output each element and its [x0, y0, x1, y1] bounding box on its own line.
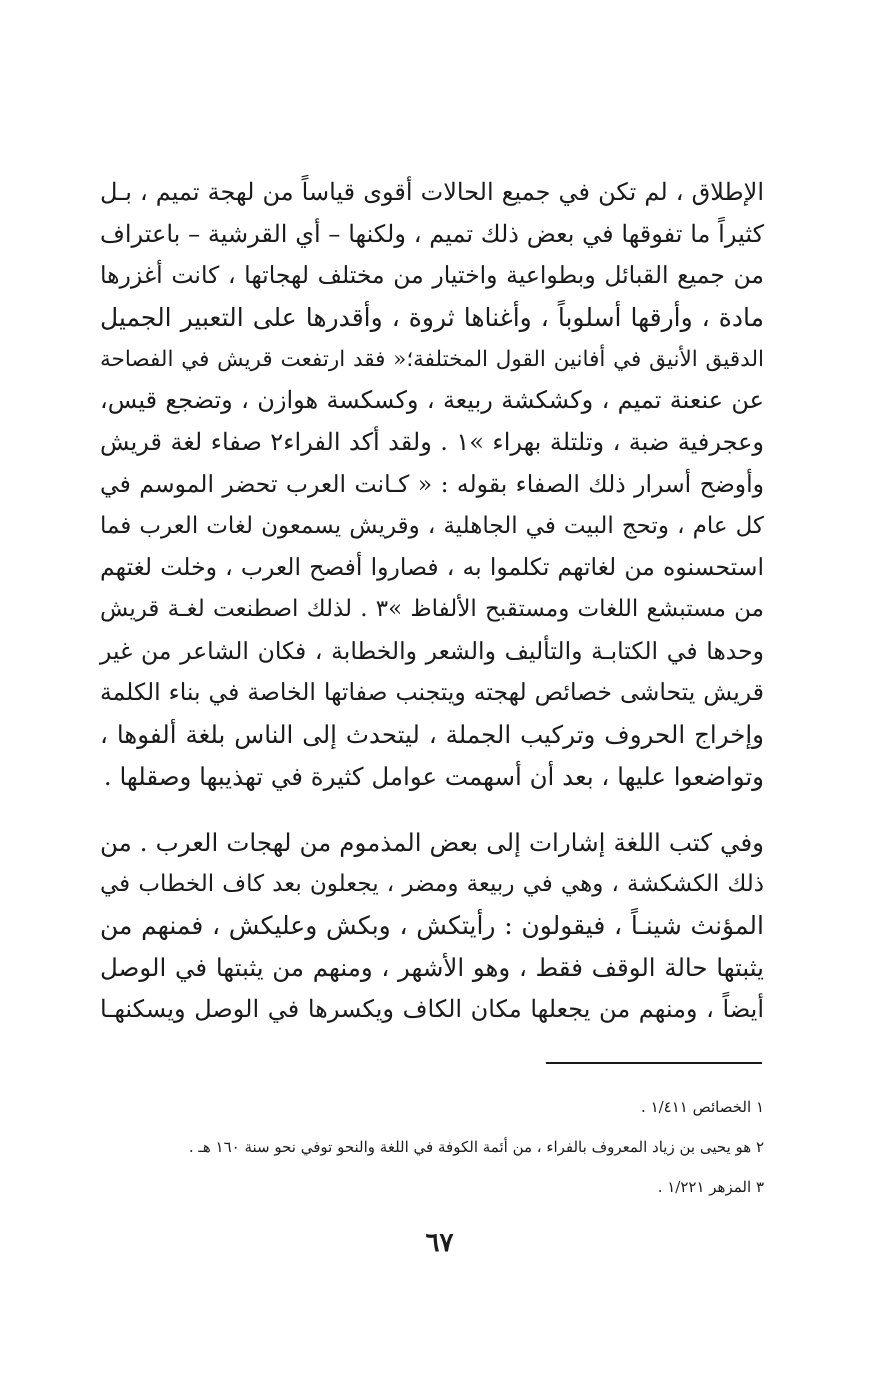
- text-line: يثبتها حالة الوقف فقط ، وهو الأشهر ، ومنهم من يثبتها في الوصل: [100, 953, 764, 983]
- text-line: وتواضعوا عليها ، بعد أن أسهمت عوامل كثيرة في تهذيبها وصقلها .: [103, 761, 764, 791]
- footnote-3: ٣ المزهر ١/٢٢١ .: [657, 1178, 764, 1196]
- text-line: وفي كتب اللغة إشارات إلى بعض المذموم من لهجات العرب . من: [100, 828, 764, 857]
- footnotes: [100, 1092, 764, 1212]
- paragraph-2: [100, 822, 764, 1030]
- text-line: وحدها في الكتابـة والتأليف والشعر والخطابة ، فكان الشاعر من غير: [100, 636, 764, 665]
- footnote-1: ١ الخصائص ١/٤١١ .: [641, 1098, 764, 1116]
- text-line: من مستبشع اللغات ومستقبح الألفاظ »٣ . لذلك اصطنعت لغـة قريش: [100, 595, 764, 622]
- page-number: ٦٧: [425, 1228, 454, 1258]
- text-line: كل عام ، وتحج البيت في الجاهلية ، وقريش يسمعون لغات العرب فما: [100, 512, 764, 539]
- text-line: استحسنوه من لغاتهم تكلموا به ، فصاروا أفصح العرب ، وخلت لغتهم: [100, 553, 764, 582]
- text-line: أيضاً ، ومنهم من يجعلها مكان الكاف ويكسرها في الوصل ويسكنهـا: [100, 994, 764, 1023]
- text-line: من جميع القبائل وبطواعية واختيار من مختلف لهجاتها ، كانت أغزرها: [100, 261, 764, 290]
- paragraph-1: [100, 172, 764, 797]
- text-line: وأوضح أسرار ذلك الصفاء بقوله : « كـانت العرب تحضر الموسم في: [100, 469, 764, 498]
- text-line: كثيراً ما تفوقها في بعض ذلك تميم ، ولكنها – أي القرشية – باعتراف: [100, 219, 764, 248]
- text-line: مادة ، وأرقها أسلوباً ، وأغناها ثروة ، وأقدرها على التعبير الجميل: [100, 303, 764, 333]
- text-line: المؤنث شينـاً ، فيقولون : رأيتكش ، وبكش وعليكش ، فمنهم من: [100, 911, 764, 941]
- footnote-2: ٢ هو يحيى بن زياد المعروف بالفراء ، من أئمة الكوفة في اللغة والنحو توفي نحو سنة ١٦٠ هـ .: [188, 1138, 764, 1156]
- text-line: عن عنعنة تميم ، وكشكشة ربيعة ، وكسكسة هوازن ، وتضجع قيس،: [100, 386, 764, 415]
- text-line: ذلك الكشكشة ، وهي في ربيعة ومضر ، يجعلون بعد كاف الخطاب في: [100, 870, 764, 897]
- text-line: قريش يتحاشى خصائص لهجته ويتجنب صفاتها الخاصة في بناء الكلمة: [100, 678, 764, 707]
- footnote-separator: [546, 1062, 762, 1064]
- text-line: الإطلاق ، لم تكن في جميع الحالات أقوى قياساً من لهجة تميم ، بـل: [100, 178, 764, 206]
- text-line: وإخراج الحروف وتركيب الجملة ، ليتحدث إلى الناس بلغة ألفوها ،: [100, 719, 764, 749]
- text-line: وعجرفية ضبة ، وتلتلة بهراء »١ . ولقد أكد الفراء٢ صفاء لغة قريش: [100, 428, 764, 457]
- text-line: الدقيق الأنيق في أفانين القول المختلفة؛« فقد ارتفعت قريش في الفصاحة: [100, 346, 764, 372]
